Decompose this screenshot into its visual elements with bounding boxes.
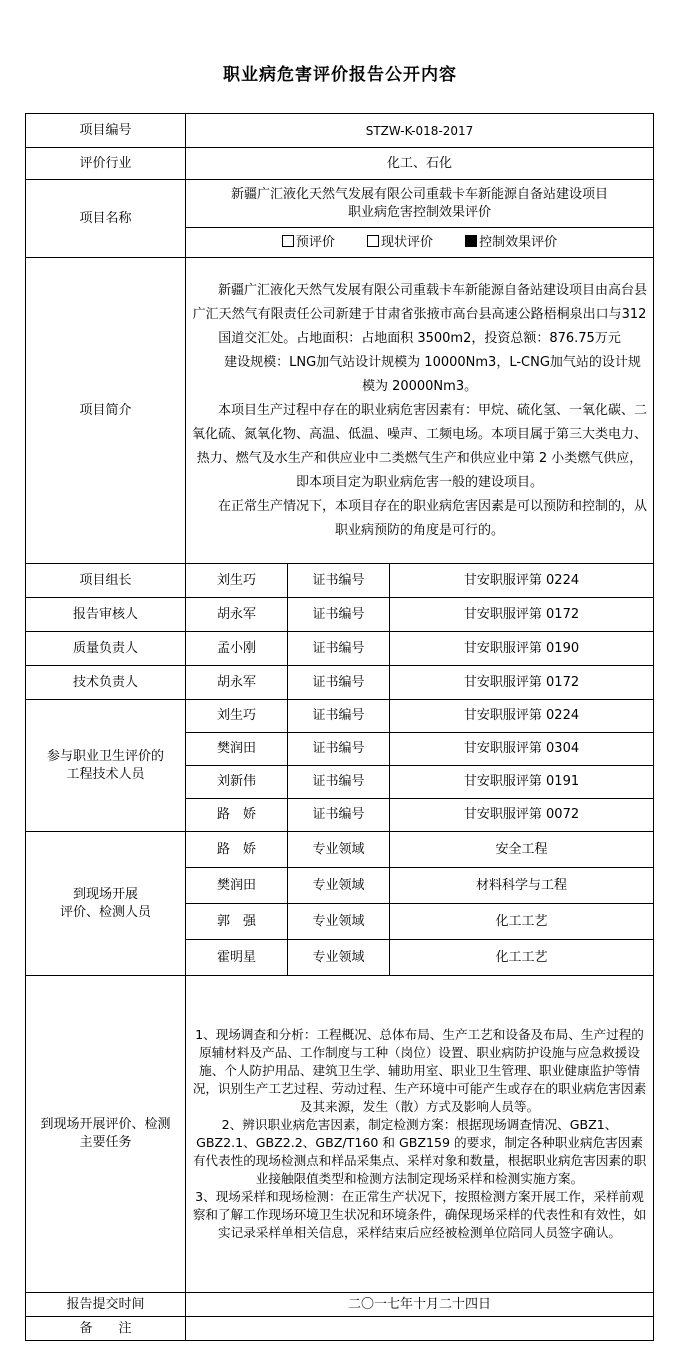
row-summary bbox=[26, 258, 654, 564]
summary-paragraph: 本项目生产过程中存在的职业病危害因素有：甲烷、硫化氢、一氧化碳、二氧化硫、氮氧化物、高温、低温、噪声、工频电场。本项目属于第三大类电力、热力、燃气及水生产和供应业中二类燃气生产和供应业中第 2 小类燃气供应，即本项目定为职业病危害一般的建设项目。 bbox=[192, 402, 648, 490]
field-label: 专业领域 bbox=[288, 832, 390, 868]
onsite-name: 樊润田 bbox=[186, 868, 288, 904]
field-label: 专业领域 bbox=[288, 940, 390, 976]
row-project-name bbox=[26, 180, 654, 228]
onsite-label: 到现场开展 评价、检测人员 bbox=[26, 832, 186, 976]
row-engineer bbox=[26, 700, 654, 733]
staff-cert: 甘安职服评第 0172 bbox=[390, 666, 654, 700]
option-control-effect-evaluation[interactable]: 控制效果评价 bbox=[465, 234, 557, 252]
field-label: 专业领域 bbox=[288, 904, 390, 940]
project-name-line2: 职业病危害控制效果评价 bbox=[348, 204, 492, 220]
cert-label: 证书编号 bbox=[288, 766, 390, 799]
checkbox-control-effect-evaluation[interactable] bbox=[465, 235, 477, 247]
summary-content bbox=[186, 258, 654, 564]
cert-label: 证书编号 bbox=[288, 598, 390, 632]
onsite-name: 霍明星 bbox=[186, 940, 288, 976]
staff-name: 胡永军 bbox=[186, 598, 288, 632]
task-item: 2、辨识职业病危害因素，制定检测方案：根据现场调查情况、GBZ1、GBZ2.1、GBZ2.2、GBZ/T160 和 GBZ159 的要求，制定各种职业病危害因素有代表性的现场检测点和样品采集点、采样对象和数量，根据职业病危害因素的职业接触限值类型和检测方法制定现场采样和检测实施方案。 bbox=[192, 1117, 647, 1186]
staff-cert: 甘安职服评第 0172 bbox=[390, 598, 654, 632]
cert-label: 证书编号 bbox=[288, 564, 390, 598]
staff-role: 技术负责人 bbox=[26, 666, 186, 700]
onsite-field: 化工工艺 bbox=[390, 940, 654, 976]
report-table bbox=[25, 113, 654, 1341]
onsite-name: 路 娇 bbox=[186, 832, 288, 868]
onsite-name: 郭 强 bbox=[186, 904, 288, 940]
staff-cert: 甘安职服评第 0190 bbox=[390, 632, 654, 666]
row-staff-leader bbox=[26, 564, 654, 598]
industry-label: 评价行业 bbox=[26, 148, 186, 180]
engineer-name: 刘生巧 bbox=[186, 700, 288, 733]
row-submit-time bbox=[26, 1293, 654, 1317]
engineers-label: 参与职业卫生评价的 工程技术人员 bbox=[26, 700, 186, 832]
option-pre-evaluation[interactable]: 预评价 bbox=[282, 234, 335, 252]
task-item: 3、现场采样和现场检测：在正常生产状况下，按照检测方案开展工作，采样前观察和了解工作现场环境卫生状况和环境条件，确保现场采样的代表性和有效性，如实记录采样单相关信息，采样结束后应经被检测单位陪同人员签字确认。 bbox=[192, 1189, 647, 1240]
evaluation-type-options bbox=[186, 228, 654, 258]
row-tasks bbox=[26, 976, 654, 1293]
engineer-cert: 甘安职服评第 0304 bbox=[390, 733, 654, 766]
project-name-line1: 新疆广汇液化天然气发展有限公司重载卡车新能源自备站建设项目 bbox=[231, 186, 609, 202]
staff-role: 项目组长 bbox=[26, 564, 186, 598]
submit-value: 二〇一七年十月二十四日 bbox=[186, 1293, 654, 1317]
cert-label: 证书编号 bbox=[288, 799, 390, 832]
staff-name: 胡永军 bbox=[186, 666, 288, 700]
project-name-label: 项目名称 bbox=[26, 180, 186, 258]
cert-label: 证书编号 bbox=[288, 666, 390, 700]
summary-paragraph: 在正常生产情况下，本项目存在的职业病危害因素是可以预防和控制的，从职业病预防的角度是可行的。 bbox=[218, 498, 648, 538]
onsite-field: 安全工程 bbox=[390, 832, 654, 868]
project-no-value: STZW-K-018-2017 bbox=[186, 114, 654, 148]
row-onsite bbox=[26, 832, 654, 868]
document-title: 职业病危害评价报告公开内容 bbox=[223, 65, 457, 85]
staff-role: 报告审核人 bbox=[26, 598, 186, 632]
row-staff-reviewer bbox=[26, 598, 654, 632]
row-industry bbox=[26, 148, 654, 180]
summary-paragraph: 建设规模：LNG加气站设计规模为 10000Nm3，L-CNG加气站的设计规模为 20000Nm3。 bbox=[224, 354, 641, 394]
engineer-name: 刘新伟 bbox=[186, 766, 288, 799]
row-staff-quality bbox=[26, 632, 654, 666]
industry-value: 化工、石化 bbox=[186, 148, 654, 180]
row-project-no bbox=[26, 114, 654, 148]
staff-cert: 甘安职服评第 0224 bbox=[390, 564, 654, 598]
row-remarks bbox=[26, 1317, 654, 1341]
checkbox-status-evaluation[interactable] bbox=[367, 235, 379, 247]
summary-paragraph: 新疆广汇液化天然气发展有限公司重载卡车新能源自备站建设项目由高台县广汇天然气有限责任公司新建于甘肃省张掖市高台县高速公路梧桐泉出口与312国道交汇处。占地面积：占地面积 3500m2，投资总额：876.75万元 bbox=[192, 282, 648, 346]
engineer-cert: 甘安职服评第 0224 bbox=[390, 700, 654, 733]
row-staff-technical bbox=[26, 666, 654, 700]
tasks-content bbox=[186, 976, 654, 1293]
cert-label: 证书编号 bbox=[288, 700, 390, 733]
field-label: 专业领域 bbox=[288, 868, 390, 904]
engineer-name: 路 娇 bbox=[186, 799, 288, 832]
cert-label: 证书编号 bbox=[288, 733, 390, 766]
staff-role: 质量负责人 bbox=[26, 632, 186, 666]
checkbox-pre-evaluation[interactable] bbox=[282, 235, 294, 247]
project-name-value bbox=[186, 180, 654, 228]
remarks-value bbox=[186, 1317, 654, 1341]
option-status-evaluation[interactable]: 现状评价 bbox=[367, 234, 433, 252]
engineer-cert: 甘安职服评第 0191 bbox=[390, 766, 654, 799]
remarks-label: 备 注 bbox=[26, 1317, 186, 1341]
onsite-field: 材料科学与工程 bbox=[390, 868, 654, 904]
engineer-name: 樊润田 bbox=[186, 733, 288, 766]
submit-label: 报告提交时间 bbox=[26, 1293, 186, 1317]
onsite-field: 化工工艺 bbox=[390, 904, 654, 940]
tasks-label: 到现场开展评价、检测 主要任务 bbox=[26, 976, 186, 1293]
staff-name: 刘生巧 bbox=[186, 564, 288, 598]
project-no-label: 项目编号 bbox=[26, 114, 186, 148]
engineer-cert: 甘安职服评第 0072 bbox=[390, 799, 654, 832]
cert-label: 证书编号 bbox=[288, 632, 390, 666]
staff-name: 孟小刚 bbox=[186, 632, 288, 666]
summary-label: 项目简介 bbox=[26, 258, 186, 564]
task-item: 1、现场调查和分析：工程概况、总体布局、生产工艺和设备及布局、生产过程的原辅材料及产品、工作制度与工种（岗位）设置、职业病防护设施与应急救援设施、个人防护用品、建筑卫生学、辅助用室、职业卫生管理、职业健康监护等情况，识别生产工艺过程、劳动过程、生产环境中可能产生或存在的职业病危害因素及其来源，发生（散）方式及影响人员等。 bbox=[192, 1027, 647, 1114]
